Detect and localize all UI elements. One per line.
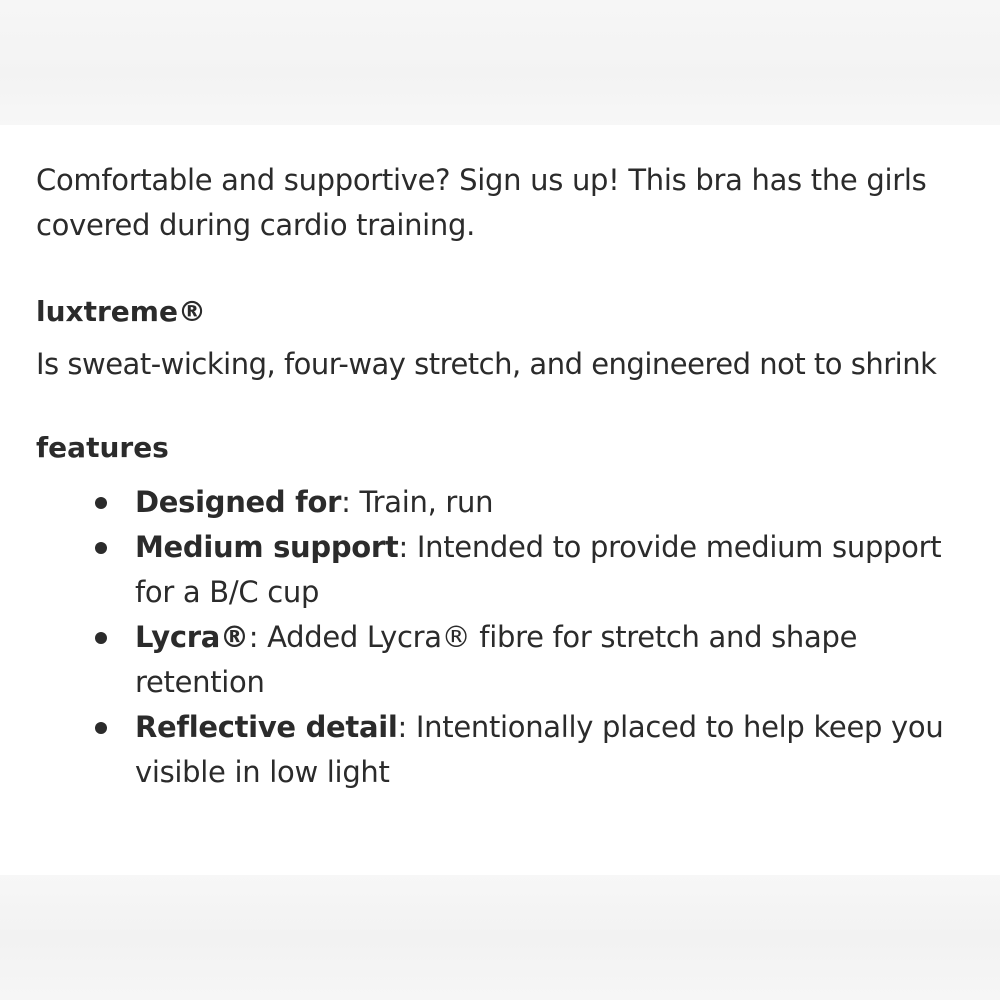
feature-label: Reflective detail xyxy=(135,710,398,744)
intro-text: Comfortable and supportive? Sign us up! This bra has the girls covered during cardio training. xyxy=(36,163,927,242)
feature-item-reflective-detail xyxy=(36,705,955,795)
fabric-description: Is sweat-wicking, four-way stretch, and engineered not to shrink xyxy=(36,347,937,381)
bullet-icon xyxy=(95,632,107,644)
feature-item-medium-support xyxy=(36,525,955,615)
bullet-icon xyxy=(95,722,107,734)
feature-text: : Intentionally placed to help keep you visible in low light xyxy=(135,710,944,789)
feature-item-lycra xyxy=(36,615,955,705)
feature-text: : Added Lycra® fibre for stretch and shape retention xyxy=(135,620,858,699)
features-list xyxy=(36,480,966,795)
feature-label: Designed for xyxy=(135,485,342,519)
bullet-icon xyxy=(95,542,107,554)
features-heading: features xyxy=(36,431,169,464)
feature-text: : Intended to provide medium support for a B/C cup xyxy=(135,530,942,609)
bottom-background xyxy=(0,875,1000,1000)
feature-item-designed-for xyxy=(36,480,955,525)
feature-text: : Train, run xyxy=(341,485,494,519)
product-description xyxy=(36,158,966,795)
top-background xyxy=(0,0,1000,125)
fabric-heading: luxtreme® xyxy=(36,295,206,328)
feature-label: Lycra® xyxy=(135,620,249,654)
bullet-icon xyxy=(95,497,107,509)
feature-label: Medium support xyxy=(135,530,399,564)
